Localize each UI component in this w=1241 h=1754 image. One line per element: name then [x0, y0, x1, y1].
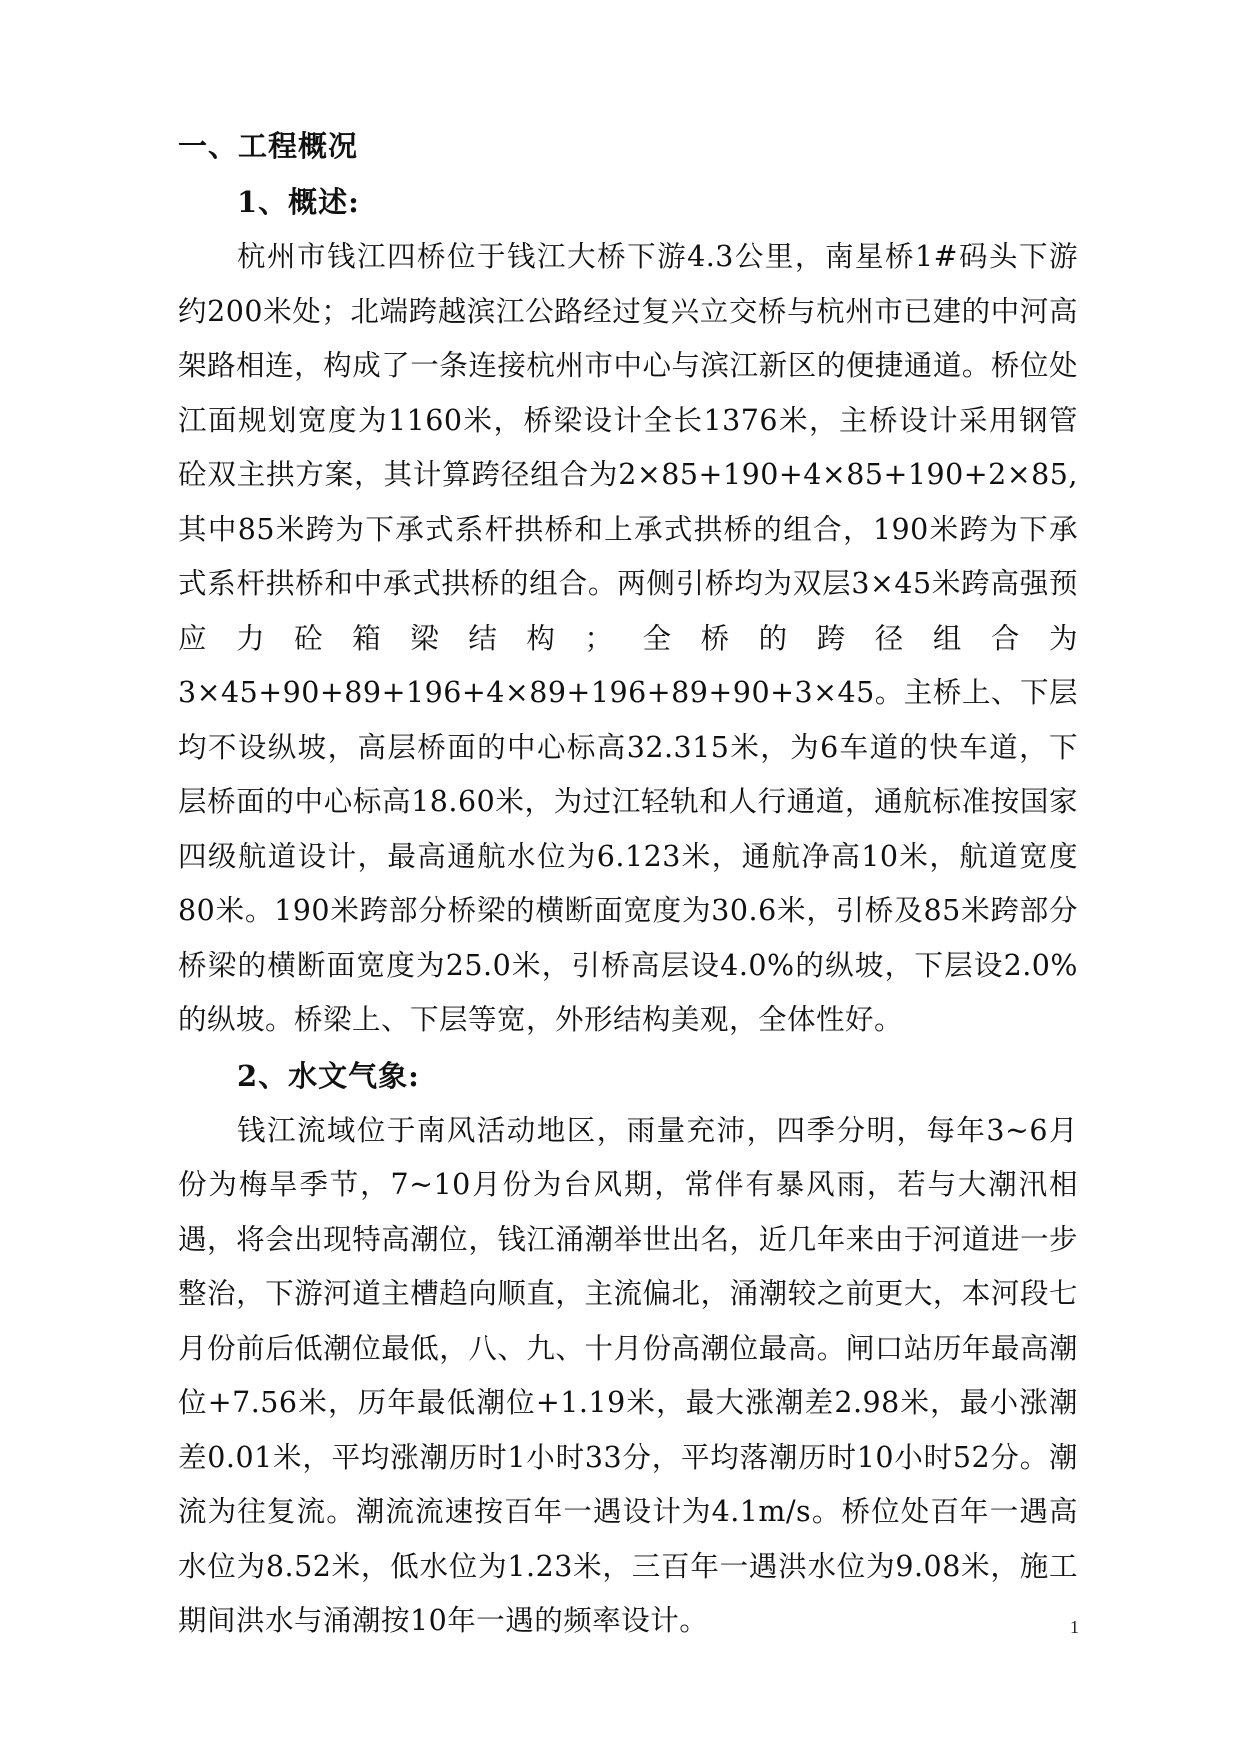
overview-paragraph: 杭州市钱江四桥位于钱江大桥下游4.3公里，南星桥1#码头下游约200米处；北端跨越滨江公路经过复兴立交桥与杭州市已建的中河高架路相连，构成了一条连接杭州市中心与滨江新区的便捷通道。桥位处江面规划宽度为1160米，桥梁设计全长1376米，主桥设计采用钢管砼双主拱方案，其计算跨径组合为2×85+190+4×85+190+2×85,其中85米跨为下承式系杆拱桥和上承式拱桥的组合，190米跨为下承式系杆拱桥和中承式拱桥的组合。两侧引桥均为双层3×45米跨高强预应力砼箱梁结构；全桥的跨径组合为3×45+90+89+196+4×89+196+89+90+3×45。主桥上、下层均不设纵坡，高层桥面的中心标高32.315米，为6车道的快车道，下层桥面的中心标高18.60米，为过江轻轨和人行通道，通航标准按国家四级航道设计，最高通航水位为6.123米，通航净高10米，航道宽度80米。190米跨部分桥梁的横断面宽度为30.6米，引桥及85米跨部分桥梁的横断面宽度为25.0米，引桥高层设4.0%的纵坡，下层设2.0%的纵坡。桥梁上、下层等宽，外形结构美观，全体性好。: [178, 240, 1078, 1036]
page-number: 1: [1070, 1617, 1079, 1637]
subsection-title-overview: 1、概述:: [237, 185, 360, 219]
hydrology-paragraph: 钱江流域位于南风活动地区，雨量充沛，四季分明，每年3~6月份为梅旱季节，7~10月份为台风期，常伴有暴风雨，若与大潮汛相遇，将会出现特高潮位，钱江涌潮举世出名，近几年来由于河道进一步整治，下游河道主槽趋向顺直，主流偏北，涌潮较之前更大，本河段七月份前后低潮位最低，八、九、十月份高潮位最高。闸口站历年最高潮位+7.56米，历年最低潮位+1.19米，最大涨潮差2.98米，最小涨潮差0.01米，平均涨潮历时1小时33分，平均落潮历时10小时52分。潮流为往复流。潮流流速按百年一遇设计为4.1m/s。桥位处百年一遇高水位为8.52米，低水位为1.23米，三百年一遇洪水位为9.08米，施工期间洪水与涌潮按10年一遇的频率设计。: [178, 1113, 1078, 1637]
document-content: [178, 118, 1078, 1649]
subsection-title-hydrology: 2、水文气象:: [237, 1058, 420, 1093]
section-title: 一、工程概况: [178, 129, 359, 163]
